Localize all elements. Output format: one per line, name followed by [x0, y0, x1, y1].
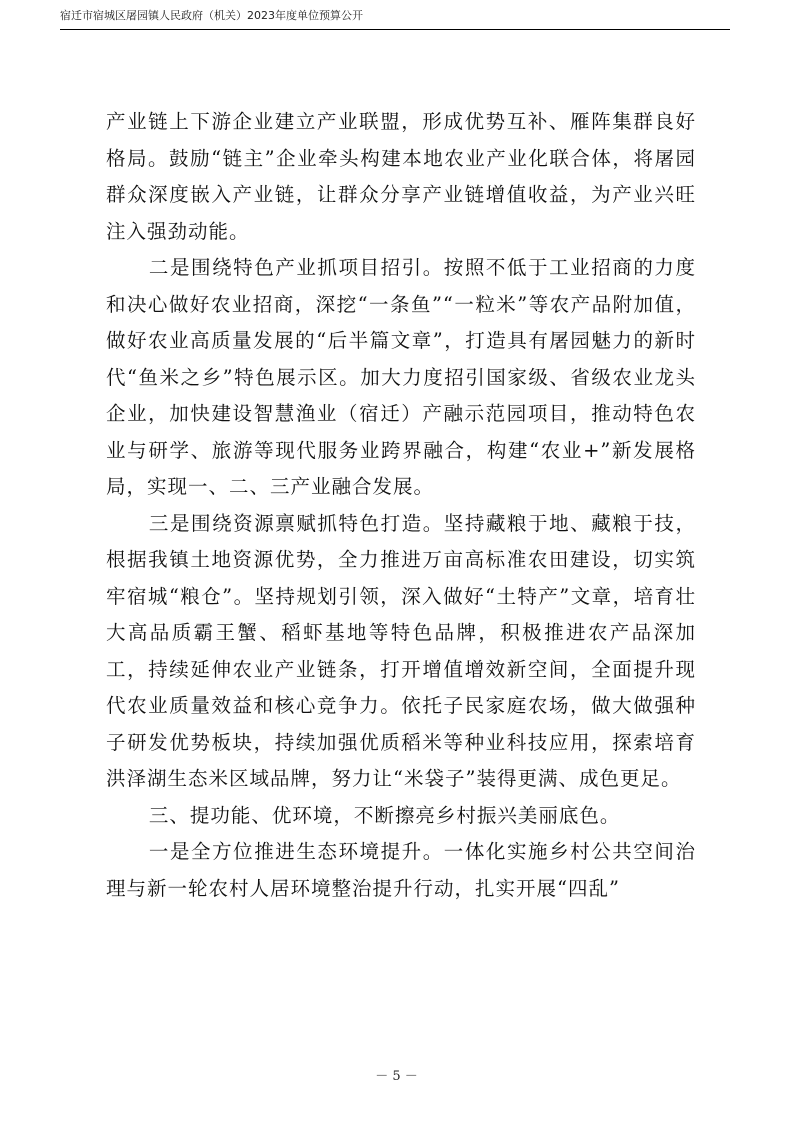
- paragraph-ecological-improvement: 一是全方位推进生态环境提升。一体化实施乡村公共空间治理与新一轮农村人居环境整治提升行动，扎实开展“四乱”: [106, 840, 696, 900]
- paragraph-continuation: 产业链上下游企业建立产业联盟，形成优势互补、雁阵集群良好格局。鼓励“链主”企业牵头构建本地农业产业化联合体，将屠园群众深度嵌入产业链，让群众分享产业链增值收益，为产业兴旺注入强劲动能。: [106, 110, 696, 243]
- page-number: － 5 －: [375, 1069, 418, 1084]
- paragraph-project-attraction: 二是围绕特色产业抓项目招引。按照不低于工业招商的力度和决心做好农业招商，深挖“一条鱼”“一粒米”等农产品附加值，做好农业高质量发展的“后半篇文章”，打造具有屠园魅力的新时代“鱼米之乡”特色展示区。加大力度招引国家级、省级农业龙头企业，加快建设智慧渔业（宿迁）产融示范园项目，推动特色农业与研学、旅游等现代服务业跨界融合，构建“农业+”新发展格局，实现一、二、三产业融合发展。: [106, 256, 696, 498]
- body-text: [106, 104, 696, 907]
- section-heading-environment: 三、提功能、优环境，不断擦亮乡村振兴美丽底色。: [148, 803, 621, 827]
- paragraph-resource-features: 三是围绕资源禀赋抓特色打造。坚持藏粮于地、藏粮于技，根据我镇土地资源优势，全力推进万亩高标准农田建设，切实筑牢宿城“粮仓”。坚持规划引领，深入做好“土特产”文章，培育壮大高品质霸王蟹、稻虾基地等特色品牌，积极推进农产品深加工，持续延伸农业产业链条，打开增值增效新空间，全面提升现代农业质量效益和核心竞争力。依托子民家庭农场，做大做强种子研发优势板块，持续加强优质稻米等种业科技应用，探索培育洪泽湖生态米区域品牌，努力让“米袋子”装得更满、成色更足。: [106, 511, 696, 790]
- header-rule: [60, 29, 730, 30]
- running-header: 宿迁市宿城区屠园镇人民政府（机关）2023年度单位预算公开: [60, 9, 363, 22]
